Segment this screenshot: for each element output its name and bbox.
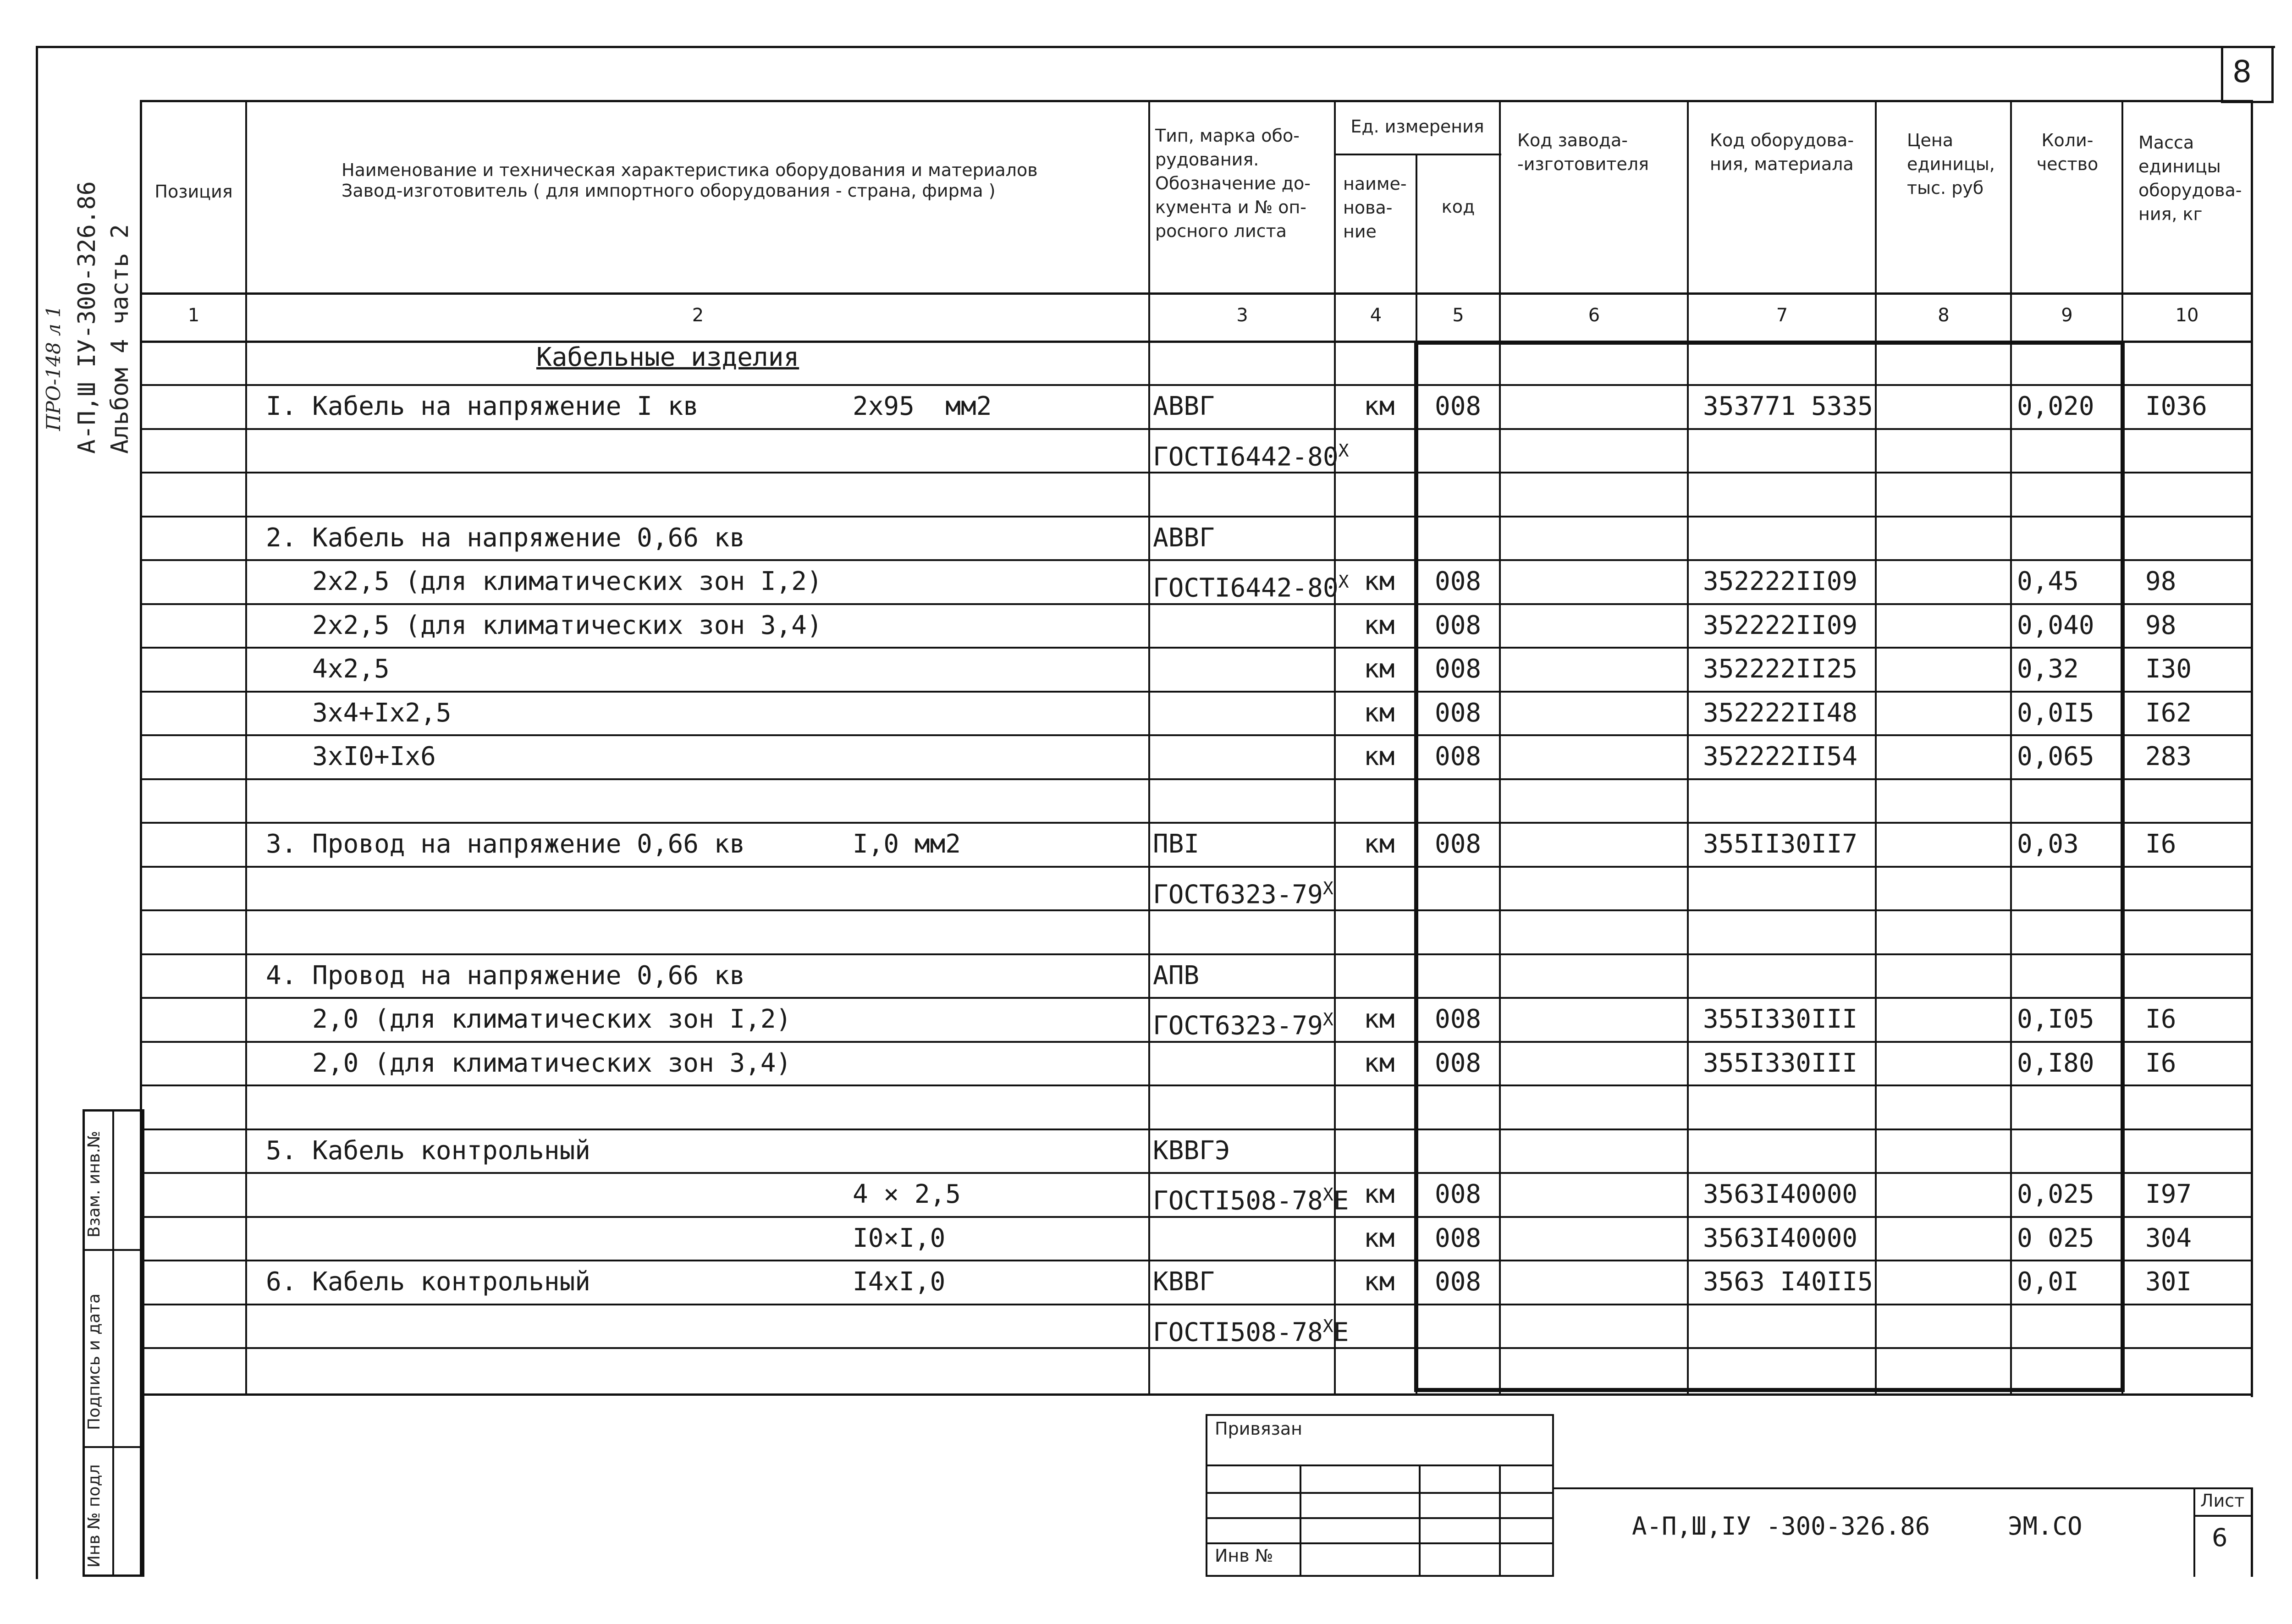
item-unit-code: 008 [1435,1179,1482,1209]
item-mass: 98 [2145,567,2176,596]
podpis-label: Подпись и дата [85,1293,104,1430]
header-mass: Масса единицы оборудова- ния, кг [2138,132,2242,224]
row-divider [140,559,2253,561]
type-text: ГОСТI6442-80 [1153,442,1339,472]
item-quantity: 0,45 [2017,567,2079,596]
item-mass: 98 [2145,610,2176,640]
item-unit: км [1364,698,1395,728]
item-name: 5. Кабель контрольный [266,1135,591,1166]
privyazan-label: Привязан [1215,1419,1302,1439]
type-suffix: Е [1333,1186,1349,1216]
item-unit-code: 008 [1435,391,1482,421]
type-superscript: X [1322,1184,1333,1205]
item-unit: км [1364,567,1395,596]
item-unit: км [1364,1004,1395,1034]
header-type: Тип, марка обо- рудования. Обозначение до- кумента и № оп- росного листа [1155,126,1311,241]
item-material-code: 3563 I40II5 [1703,1267,1873,1297]
item-mass: 283 [2145,742,2192,771]
item-name: 4x2,5 [266,654,390,684]
item-type: АПВ [1153,960,1200,991]
item-quantity: 0,025 [2017,1179,2094,1209]
row-divider [140,1260,2253,1261]
item-type: АВВГ [1153,523,1215,553]
item-unit: км [1364,829,1395,859]
type-text: ГОСТI508-78 [1153,1186,1323,1216]
row-divider [140,1304,2253,1305]
row-divider [140,997,2253,999]
colnum-9: 9 [2061,305,2073,326]
item-mass: I30 [2145,654,2192,684]
colnum-8: 8 [1938,305,1950,326]
item-unit: км [1364,1048,1395,1078]
row-divider [140,778,2253,780]
item-mass: I036 [2145,391,2207,421]
item-unit-code: 008 [1435,742,1482,771]
item-material-code: 355II30II7 [1703,829,1858,859]
item-type: КВВГЭ [1153,1135,1230,1166]
item-type [1153,566,1349,605]
item-unit-code: 008 [1435,567,1482,596]
item-quantity: 0,I80 [2017,1048,2094,1078]
item-spec: I0×I,0 [853,1223,946,1253]
sheet-number: 6 [2212,1523,2228,1552]
type-superscript: X [1322,1316,1333,1336]
item-quantity: 0,040 [2017,610,2094,640]
colnum-7: 7 [1776,305,1788,326]
header-quantity: Коли- чество [2036,130,2099,174]
item-material-code: 352222II25 [1703,654,1858,684]
type-superscript: X [1322,878,1333,898]
item-material-code: 352222II48 [1703,698,1858,728]
item-unit-code: 008 [1435,1004,1482,1034]
item-quantity: 0 025 [2017,1223,2094,1253]
row-divider [140,953,2253,955]
doc-mark: ЭМ.СО [2008,1512,2083,1541]
item-mass: I6 [2145,829,2176,859]
item-unit: км [1364,610,1395,640]
type-text: ГОСТI6442-80 [1153,573,1339,603]
doc-code: А-П,Ш,IУ -300-326.86 [1632,1512,1930,1541]
item-name: 3. Провод на напряжение 0,66 кв [266,829,745,859]
item-quantity: 0,0I [2017,1267,2079,1297]
colnum-4: 4 [1370,305,1382,326]
colnum-6: 6 [1588,305,1600,326]
item-unit: км [1364,654,1395,684]
item-unit-code: 008 [1435,1223,1482,1253]
side-stamp-line2: А-П,Ш IУ-300-326.86 [73,181,101,454]
type-text: ГОСТI508-78 [1153,1317,1323,1348]
header-name-line1: Наименование и техническая характеристика оборудования и материалов [342,160,1038,180]
row-divider [140,1172,2253,1174]
inv-no-label: Инв № [1215,1546,1273,1566]
item-quantity: 0,32 [2017,654,2079,684]
item-name: 3xI0+Ix6 [266,742,436,771]
header-material-code: Код оборудова- ния, материала [1710,130,1854,174]
header-factory-code: Код завода- -изготовителя [1517,130,1649,174]
item-unit: км [1364,1267,1395,1297]
item-mass: I6 [2145,1048,2176,1078]
item-material-code: 352222II09 [1703,567,1858,596]
item-material-code: 352222II09 [1703,610,1858,640]
item-name: 4. Провод на напряжение 0,66 кв [266,960,745,991]
item-type [1153,872,1333,911]
item-type: ПВI [1153,829,1200,859]
header-position: Позиция [154,182,233,202]
type-superscript: X [1322,1009,1333,1029]
row-divider [140,1085,2253,1086]
item-quantity: 0,03 [2017,829,2079,859]
colnum-5: 5 [1452,305,1464,326]
item-material-code: 355I330III [1703,1048,1858,1078]
type-suffix: Е [1333,1317,1349,1348]
item-material-code: 353771 5335 [1703,391,1873,421]
side-stamp-line1: ПРО-148 л 1 [42,305,65,431]
item-spec: I,0 мм2 [853,829,961,859]
item-type [1153,435,1349,473]
item-mass: 304 [2145,1223,2192,1253]
inv-podl-label: Инв № подл [85,1464,104,1568]
row-divider [140,866,2253,868]
item-unit-code: 008 [1435,698,1482,728]
item-unit: км [1364,742,1395,771]
section-title: Кабельные изделия [536,342,799,372]
item-material-code: 3563I40000 [1703,1223,1858,1253]
item-quantity: 0,0I5 [2017,698,2094,728]
header-unit-code: код [1441,197,1475,217]
item-unit-code: 008 [1435,1267,1482,1297]
item-name: I. Кабель на напряжение I кв [266,391,699,421]
item-name: 2,0 (для климатических зон I,2) [266,1004,792,1034]
item-unit: км [1364,391,1395,421]
header-price: Цена единицы, тыс. руб [1907,130,1995,198]
item-unit-code: 008 [1435,654,1482,684]
item-name: 3x4+Ix2,5 [266,698,452,728]
type-text: ГОСТ6323-79 [1153,880,1323,910]
item-mass: I6 [2145,1004,2176,1034]
item-quantity: 0,I05 [2017,1004,2094,1034]
item-unit-code: 008 [1435,829,1482,859]
item-name: 6. Кабель контрольный [266,1267,591,1297]
type-text: ГОСТ6323-79 [1153,1011,1323,1041]
item-name: 2,0 (для климатических зон 3,4) [266,1048,792,1078]
item-unit-code: 008 [1435,610,1482,640]
item-name: 2. Кабель на напряжение 0,66 кв [266,523,745,553]
item-material-code: 3563I40000 [1703,1179,1858,1209]
type-superscript: X [1338,572,1349,592]
item-type [1153,1178,1349,1217]
item-spec: 2x95 мм2 [853,391,992,421]
item-type: АВВГ [1153,391,1215,421]
row-divider [140,428,2253,430]
sheet-label: Лист [2200,1491,2245,1511]
colnum-1: 1 [187,305,200,326]
colnum-3: 3 [1236,305,1248,326]
row-divider [140,691,2253,693]
item-name: 2x2,5 (для климатических зон I,2) [266,567,822,596]
side-stamp-line3: Альбом 4 часть 2 [106,224,134,454]
row-divider [140,516,2253,517]
item-mass: I97 [2145,1179,2192,1209]
vzam-inv-label: Взам. инв.№ [85,1131,104,1238]
item-unit: км [1364,1223,1395,1253]
item-type [1153,1003,1333,1042]
row-divider [140,384,2253,386]
colnum-10: 10 [2175,305,2199,326]
colnum-2: 2 [692,305,704,326]
item-quantity: 0,020 [2017,391,2094,421]
item-type: КВВГ [1153,1267,1215,1297]
row-divider [140,1129,2253,1130]
row-divider [140,734,2253,736]
row-divider [140,822,2253,824]
item-mass: I62 [2145,698,2192,728]
item-material-code: 355I330III [1703,1004,1858,1034]
corner-number: 8 [2232,54,2252,89]
item-unit-code: 008 [1435,1048,1482,1078]
item-spec: 4 × 2,5 [853,1179,961,1209]
item-name: 2x2,5 (для климатических зон 3,4) [266,610,822,640]
item-spec: I4xI,0 [853,1267,946,1297]
item-quantity: 0,065 [2017,742,2094,771]
type-superscript: X [1338,440,1349,461]
header-unit-name: наиме- нова- ние [1343,174,1407,242]
header-unit-group: Ед. измерения [1350,116,1484,137]
item-unit: км [1364,1179,1395,1209]
item-type [1153,1310,1349,1349]
row-divider [140,647,2253,649]
item-material-code: 352222II54 [1703,742,1858,771]
item-mass: 30I [2145,1267,2192,1297]
header-name-line2: Завод-изготовитель ( для импортного оборудования - страна, фирма ) [342,181,996,201]
